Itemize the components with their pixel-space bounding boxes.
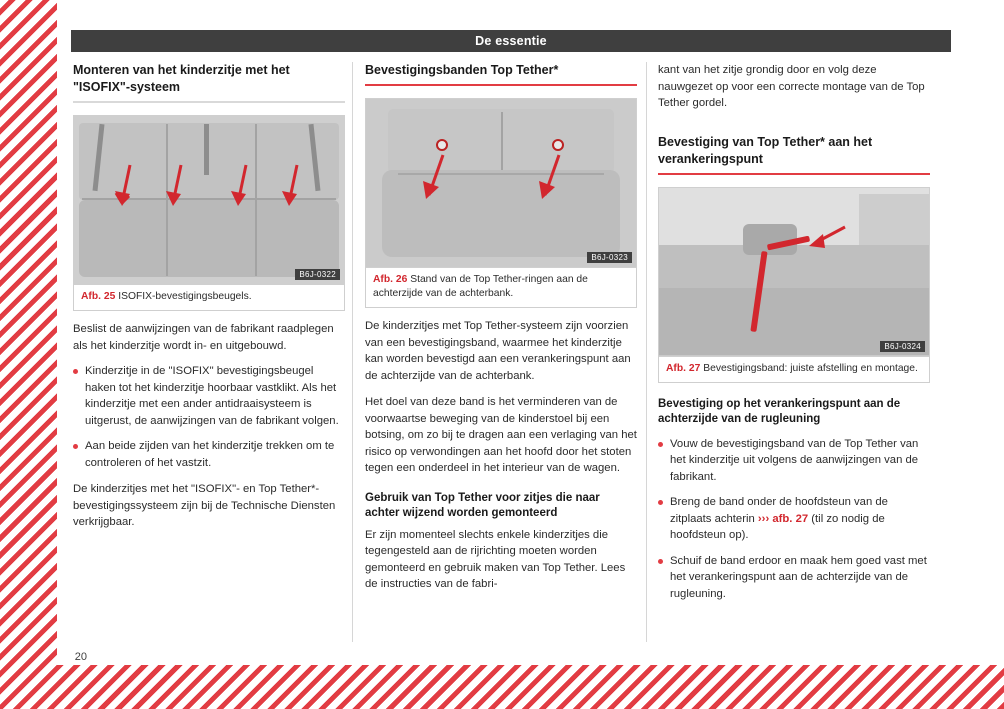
side-window bbox=[859, 194, 929, 244]
figure-26 bbox=[365, 98, 637, 308]
col3-bullet-list bbox=[658, 436, 930, 603]
figure-25-label: Afb. 25 bbox=[81, 291, 116, 302]
column-divider-2 bbox=[646, 62, 647, 642]
section-heading-anchor-point: Bevestiging van Top Tether* aan het verankeringspunt bbox=[658, 134, 930, 175]
callout-arrow-1 bbox=[112, 163, 140, 207]
figure-25-image bbox=[74, 116, 344, 284]
callout-arrow-right bbox=[533, 149, 567, 201]
figure-26-caption-text: Stand van de Top Tether-ringen aan de achterzijde van de achterbank. bbox=[373, 274, 588, 299]
cross-reference-link[interactable]: ››› afb. 27 bbox=[757, 512, 809, 525]
callout-arrow-2 bbox=[163, 163, 191, 207]
column-1 bbox=[73, 62, 345, 531]
list-item: Aan beide zijden van het kinderzitje trekken om te controleren of het vastzit. bbox=[73, 438, 345, 471]
col3-paragraph-top: kant van het zitje grondig door en volg deze nauwgezet op voor een correcte montage van de Top Tether gordel. bbox=[658, 64, 925, 109]
figure-25-caption-text: ISOFIX-bevestigingsbeugels. bbox=[118, 291, 252, 302]
callout-arrow-strap bbox=[799, 221, 849, 255]
list-item bbox=[658, 494, 930, 544]
col1-paragraph-2: De kinderzitjes met het "ISOFIX"- en Top Tether*-bevestigingssysteem zijn bij de Technische Diensten verkrijgbaar. bbox=[73, 483, 336, 528]
list-item-text-post: (til zo nodig de hoofdsteun op). bbox=[670, 512, 885, 541]
col2-paragraph-2: Het doel van deze band is het verminderen van de voorwaartse beweging van de kinderstoel bij een botsing, om zo bij te dragen aan een verlaging van het risico op verwondingen aan het hoofd door het stoten tegen een onderdeel in het interieur van de wagen. bbox=[365, 396, 637, 474]
list-item: Schuif de band erdoor en maak hem goed vast met het verankeringspunt aan de achterzijde van de rugleuning. bbox=[658, 553, 930, 603]
figure-27-code: B6J-0324 bbox=[880, 341, 925, 352]
manual-page bbox=[57, 0, 1004, 665]
figure-26-caption bbox=[366, 267, 636, 307]
figure-25 bbox=[73, 115, 345, 311]
col1-bullet-list bbox=[73, 363, 345, 471]
col3-subheading: Bevestiging op het verankeringspunt aan de achterzijde van de rugleuning bbox=[658, 397, 901, 425]
figure-27-label: Afb. 27 bbox=[666, 362, 701, 374]
rear-bench-cushion bbox=[79, 200, 338, 277]
col2-paragraph-1: De kinderzitjes met Top Tether-systeem zijn voorzien van een bevestigingsband, waarmee het kinderzitje kan worden bevestigd aan een verankeringspunt aan de achterzijde van de achterbank. bbox=[365, 320, 631, 382]
figure-27-caption-text: Bevestigingsband: juiste afstelling en montage. bbox=[703, 362, 918, 374]
section-heading-top-tether: Bevestigingsbanden Top Tether* bbox=[365, 62, 637, 86]
section-heading-isofix: Monteren van het kinderzitje met het "ISOFIX"-systeem bbox=[73, 62, 345, 103]
list-item: Vouw de bevestigingsband van de Top Tether van het kinderzitje uit volgens de aanwijzingen van de fabrikant. bbox=[658, 436, 930, 486]
figure-27-caption bbox=[659, 356, 929, 382]
column-2 bbox=[365, 62, 637, 593]
page-header-bar bbox=[71, 30, 951, 52]
list-item: Kinderzitje in de "ISOFIX" bevestigingsbeugel haken tot het kinderzitje hoorbaar vastklikt. Als het kinderzitje met een ander antidraaisysteem is uitgerust, de aanwijzingen van de fabrikant volgen. bbox=[73, 363, 345, 429]
figure-25-code: B6J-0322 bbox=[295, 269, 340, 280]
column-3 bbox=[658, 62, 930, 611]
callout-arrow-3 bbox=[228, 163, 256, 207]
callout-arrow-left bbox=[417, 149, 451, 201]
column-divider-1 bbox=[352, 62, 353, 642]
col2-subheading: Gebruik van Top Tether voor zitjes die naar achter wijzend worden gemonteerd bbox=[365, 491, 600, 519]
figure-27 bbox=[658, 187, 930, 383]
header-title: De essentie bbox=[475, 34, 547, 48]
callout-arrow-4 bbox=[279, 163, 307, 207]
figure-27-image bbox=[659, 188, 929, 356]
figure-26-image bbox=[366, 99, 636, 267]
list-item-text-pre: Breng de band onder de hoofdsteun van de zitplaats achterin bbox=[670, 496, 888, 525]
figure-26-label: Afb. 26 bbox=[373, 274, 408, 285]
page-number: 20 bbox=[74, 651, 87, 663]
figure-26-code: B6J-0323 bbox=[587, 252, 632, 263]
col2-paragraph-3: Er zijn momenteel slechts enkele kinderzitjes die tegengesteld aan de rijrichting moeten worden gemonteerd en gebruik maken van Top Tether. Lees de instructies van de fabri- bbox=[365, 528, 626, 590]
figure-25-caption bbox=[74, 284, 344, 310]
col1-paragraph-1: Beslist de aanwijzingen van de fabrikant raadplegen als het kinderzitje wordt in- en uitgebouwd. bbox=[73, 323, 334, 352]
